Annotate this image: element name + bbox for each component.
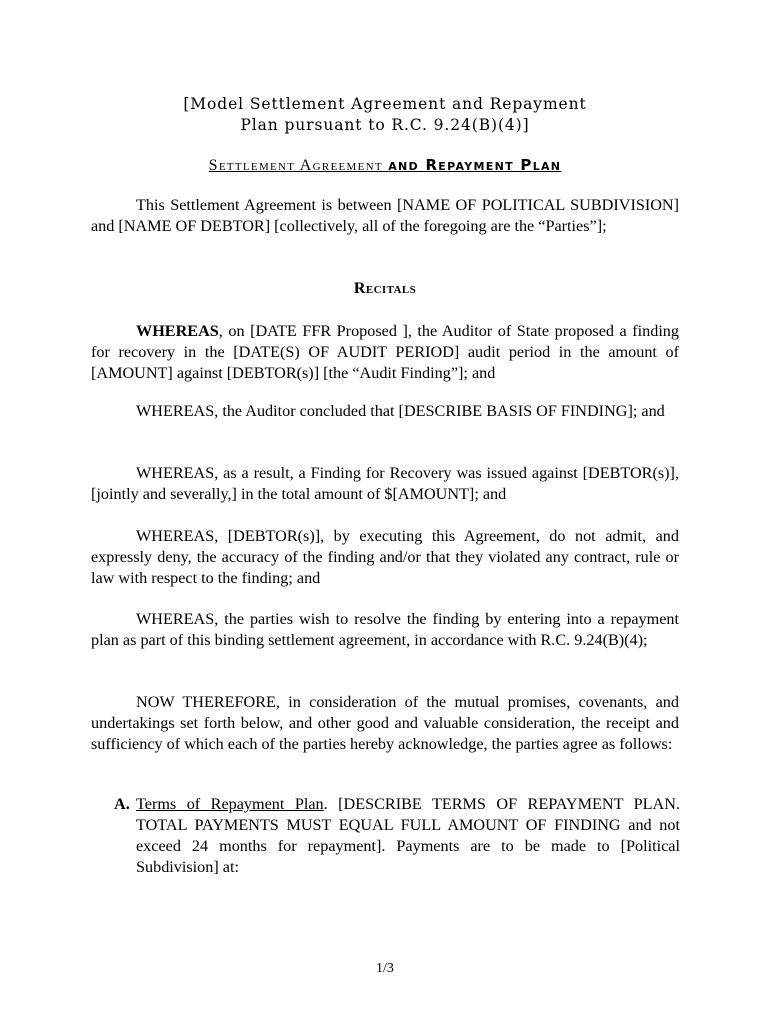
whereas-1-lead: WHEREAS	[136, 322, 219, 340]
whereas-1-text: , on [DATE FFR Proposed ], the Auditor of State proposed a finding for recovery in the [DATE(S) OF AUDIT PERIOD] audit period in the amount of [AMOUNT] against [DEBTOR(s)] [the “Audit Finding”]; and	[91, 322, 679, 382]
whereas-2-text: WHEREAS, the Auditor concluded that [DESCRIBE BASIS OF FINDING]; and	[136, 402, 665, 420]
list-item-a	[114, 794, 680, 878]
model-title-line-1: [Model Settlement Agreement and Repayment	[183, 95, 587, 113]
model-title-line-2: Plan pursuant to R.C. 9.24(B)(4)]	[240, 116, 530, 134]
whereas-4-text: WHEREAS, [DEBTOR(s)], by executing this Agreement, do not admit, and expressly deny, the accuracy of the finding and/or that they violated any contract, rule or law with respect to the finding; and	[91, 527, 679, 587]
list-item-a-title: Terms of Repayment Plan	[136, 795, 324, 813]
now-therefore-text: NOW THEREFORE, in consideration of the mutual promises, covenants, and undertakings set forth below, and other good and valuable consideration, the receipt and sufficiency of which each of the parties hereby acknowledge, the parties agree as follows:	[91, 693, 679, 753]
whereas-paragraph-5	[91, 609, 679, 651]
whereas-5-text: WHEREAS, the parties wish to resolve the finding by entering into a repayment plan as part of this binding settlement agreement, in accordance with R.C. 9.24(B)(4);	[91, 610, 679, 649]
now-therefore-paragraph	[91, 692, 679, 755]
list-item-a-marker: A.	[114, 795, 130, 813]
page-number: 1/3	[376, 961, 394, 976]
agreement-heading	[0, 156, 770, 175]
whereas-paragraph-4	[91, 526, 679, 589]
agreement-heading-part-1: Settlement Agreement	[208, 157, 383, 174]
whereas-3-text: WHEREAS, as a result, a Finding for Recovery was issued against [DEBTOR(s)], [jointly and severally,] in the total amount of $[AMOUNT]; and	[91, 464, 679, 503]
agreement-heading-part-2: and Repayment Plan	[388, 156, 562, 174]
whereas-paragraph-1	[91, 321, 679, 384]
whereas-paragraph-2	[91, 401, 679, 422]
intro-paragraph	[91, 195, 679, 237]
recitals-heading: Recitals	[353, 280, 417, 297]
model-title	[0, 94, 770, 136]
list-item-a-text: . [DESCRIBE TERMS OF REPAYMENT PLAN. TOTAL PAYMENTS MUST EQUAL FULL AMOUNT OF FINDING and not exceed 24 months for repayment]. Payments are to be made to [Political Subdivision] at:	[136, 795, 680, 876]
intro-text: This Settlement Agreement is between [NAME OF POLITICAL SUBDIVISION] and [NAME OF DEBTOR] [collectively, all of the foregoing are the “Parties”];	[91, 196, 679, 235]
whereas-paragraph-3	[91, 463, 679, 505]
